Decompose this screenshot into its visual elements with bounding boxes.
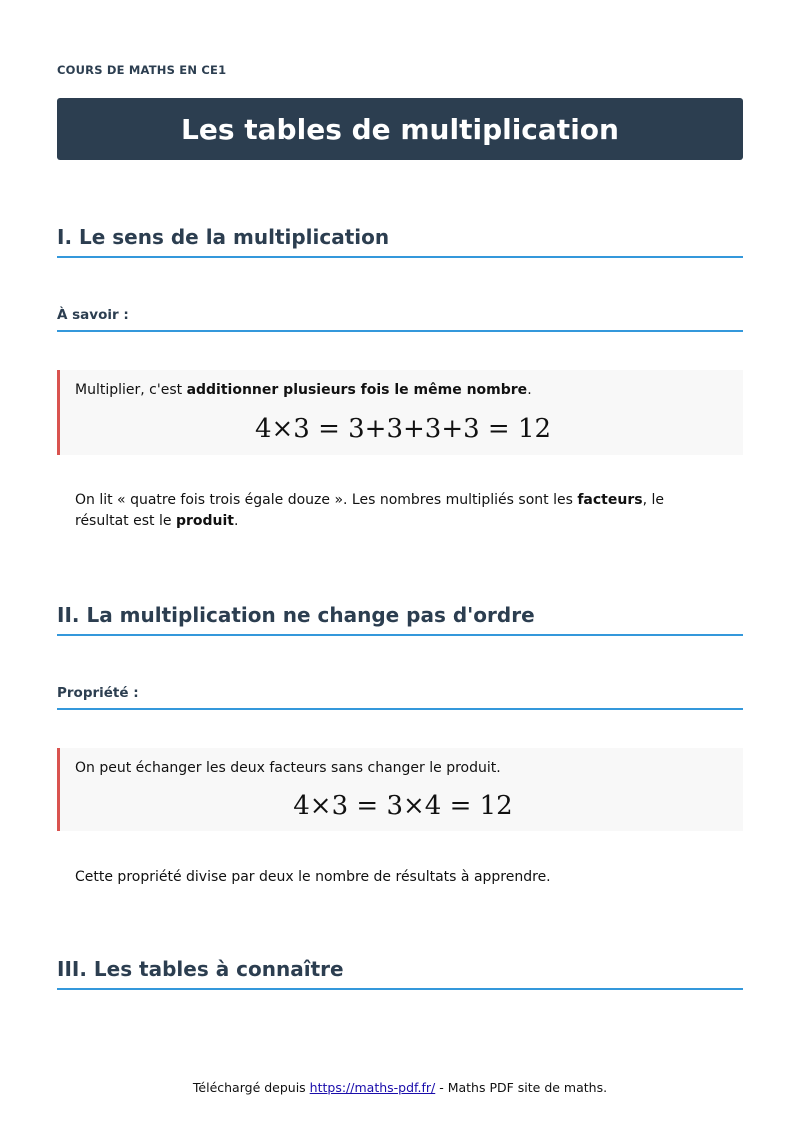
footer-suffix: - Maths PDF site de maths. — [435, 1080, 608, 1095]
section-2-heading: II. La multiplication ne change pas d'ordre — [57, 603, 743, 636]
section-1-heading: I. Le sens de la multiplication — [57, 225, 743, 258]
property-text: On peut échanger les deux facteurs sans changer le produit. — [75, 760, 501, 776]
formula-addition: 4×3 = 3+3+3+3 = 12 — [254, 414, 552, 444]
section-2-paragraph: Cette propriété divise par deux le nombre de résultats à apprendre. — [75, 869, 551, 885]
para-text-1: On lit « quatre fois trois égale douze ». Les nombres multipliés sont les — [75, 492, 578, 508]
definition-text-bold: additionner plusieurs fois le même nombre — [186, 382, 528, 398]
footer-prefix: Téléchargé depuis — [192, 1080, 310, 1095]
section-3-heading: III. Les tables à connaître — [57, 957, 743, 990]
footer — [0, 1080, 800, 1095]
para-text-3: . — [233, 513, 239, 529]
formula-commutative: 4×3 = 3×4 = 12 — [293, 791, 513, 821]
definition-box — [57, 370, 743, 455]
para-bold-produit: produit — [175, 513, 234, 529]
property-box — [57, 748, 743, 831]
para-bold-facteurs: facteurs — [577, 492, 643, 508]
section-1-subheading: À savoir : — [57, 307, 743, 332]
definition-text-end: . — [527, 382, 532, 398]
section-1-paragraph — [75, 490, 715, 532]
definition-text-start: Multiplier, c'est — [75, 382, 187, 398]
footer-link[interactable]: https://maths-pdf.fr/ — [309, 1080, 436, 1095]
definition-text — [75, 382, 532, 398]
section-2-subheading: Propriété : — [57, 685, 743, 710]
course-label: COURS DE MATHS EN CE1 — [57, 63, 227, 77]
page-title: Les tables de multiplication — [181, 112, 619, 146]
para-text-2: , le résultat est le — [75, 492, 664, 529]
title-banner — [57, 98, 743, 160]
